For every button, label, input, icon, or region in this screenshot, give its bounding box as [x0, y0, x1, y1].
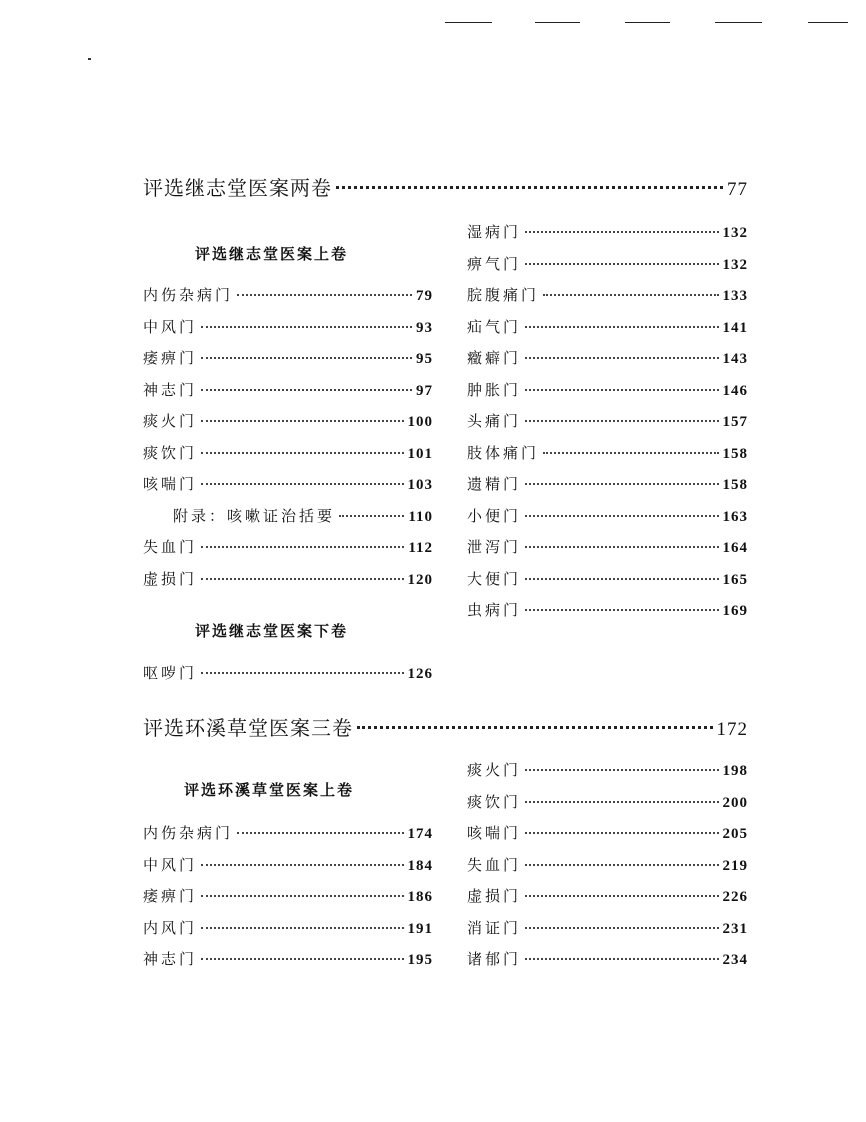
entry-title: 失血门 — [467, 855, 522, 874]
page-number: 169 — [722, 603, 748, 619]
entry-title: 内伤杂病门 — [143, 286, 234, 304]
page-number: 205 — [722, 826, 748, 842]
toc-entry — [467, 948, 748, 970]
header-rule — [535, 22, 580, 23]
leader-dots — [201, 578, 403, 580]
leader-dots — [237, 832, 403, 834]
toc-entry — [467, 822, 748, 844]
page-number: 164 — [722, 540, 748, 556]
page-number: 174 — [407, 826, 433, 842]
entry-title: 内风门 — [143, 918, 198, 937]
leader-dots — [201, 357, 412, 359]
toc-entry — [143, 948, 433, 970]
page-number: 234 — [722, 952, 748, 968]
entry-title: 小便门 — [467, 506, 522, 525]
leader-dots — [201, 958, 403, 960]
volume-subheading: 评选继志堂医案下卷 — [195, 622, 349, 640]
page-number: 198 — [722, 763, 748, 779]
toc-entry — [143, 822, 433, 844]
entry-title: 痿痹门 — [143, 349, 198, 367]
entry-title: 虚损门 — [467, 887, 522, 905]
header-rule — [625, 22, 670, 23]
entry-title: 虫病门 — [467, 601, 522, 619]
leader-dots — [237, 294, 412, 296]
leader-dots — [525, 609, 718, 611]
toc-entry — [467, 536, 748, 558]
toc-entry — [143, 347, 433, 369]
page-number: 146 — [722, 382, 748, 399]
toc-entry — [143, 662, 433, 684]
leader-dots — [201, 864, 403, 866]
page-number: 101 — [407, 445, 433, 462]
page-number: 112 — [408, 540, 433, 556]
leader-dots — [339, 515, 404, 517]
entry-title: 大便门 — [467, 569, 522, 588]
entry-title: 神志门 — [143, 380, 198, 399]
toc-entry — [467, 885, 748, 907]
page-number: 95 — [416, 351, 433, 367]
page-number: 143 — [722, 351, 748, 367]
page-number: 231 — [722, 920, 748, 937]
leader-dots — [543, 294, 718, 296]
section-title: 评选继志堂医案两卷 — [143, 176, 332, 200]
toc-entry — [467, 316, 748, 338]
page-number: 200 — [722, 794, 748, 811]
leader-dots — [336, 186, 723, 189]
toc-entry — [143, 316, 433, 338]
leader-dots — [525, 231, 718, 233]
scan-speck — [88, 58, 91, 60]
toc-entry — [467, 221, 748, 243]
entry-title: 疝气门 — [467, 317, 522, 336]
toc-entry — [173, 505, 433, 527]
leader-dots — [525, 515, 718, 517]
entry-title: 虚损门 — [143, 569, 198, 588]
toc-entry — [143, 379, 433, 401]
entry-title: 中风门 — [143, 317, 198, 336]
page-number: 100 — [407, 414, 433, 430]
leader-dots — [201, 452, 403, 454]
entry-title: 附录：咳嗽证治括要 — [173, 506, 336, 525]
toc-entry — [143, 410, 433, 432]
page-number: 93 — [416, 319, 433, 336]
page-number: 158 — [722, 445, 748, 462]
toc-entry — [467, 759, 748, 781]
toc-entry — [467, 379, 748, 401]
leader-dots — [525, 483, 718, 485]
leader-dots — [525, 546, 718, 548]
entry-title: 内伤杂病门 — [143, 824, 234, 842]
entry-title: 痰火门 — [143, 412, 198, 430]
page-number: 77 — [727, 179, 748, 200]
leader-dots — [525, 578, 718, 580]
toc-entry — [467, 284, 748, 306]
page-number: 165 — [722, 571, 748, 588]
toc-entry — [467, 599, 748, 621]
toc-entry — [467, 410, 748, 432]
page-number: 195 — [407, 952, 433, 968]
page-number: 219 — [722, 857, 748, 874]
entry-title: 脘腹痛门 — [467, 286, 540, 304]
entry-title: 泄泻门 — [467, 538, 522, 556]
page-number: 110 — [408, 508, 433, 525]
page-number: 158 — [722, 477, 748, 493]
toc-entry — [143, 536, 433, 558]
volume-subheading: 评选环溪草堂医案上卷 — [184, 781, 355, 799]
entry-title: 肿胀门 — [467, 380, 522, 399]
toc-entry — [467, 568, 748, 590]
page-number: 191 — [407, 920, 433, 937]
leader-dots — [525, 801, 718, 803]
page-number: 186 — [407, 889, 433, 905]
page-number: 133 — [722, 288, 748, 304]
leader-dots — [201, 420, 403, 422]
entry-title: 痿痹门 — [143, 887, 198, 905]
toc-entry — [467, 473, 748, 495]
entry-title: 肢体痛门 — [467, 443, 540, 462]
toc-entry — [467, 347, 748, 369]
entry-title: 呕哕门 — [143, 664, 198, 682]
entry-title: 痰饮门 — [467, 792, 522, 811]
page-number: 141 — [722, 319, 748, 336]
entry-title: 神志门 — [143, 950, 198, 968]
page-number: 126 — [407, 666, 433, 682]
page-number: 97 — [416, 382, 433, 399]
leader-dots — [201, 927, 403, 929]
section-heading — [143, 172, 748, 200]
toc-entry — [143, 442, 433, 464]
header-rule — [715, 22, 762, 23]
entry-title: 湿病门 — [467, 223, 522, 241]
page-number: 132 — [722, 225, 748, 241]
entry-title: 诸郁门 — [467, 950, 522, 968]
leader-dots — [201, 895, 403, 897]
leader-dots — [525, 895, 718, 897]
toc-entry — [467, 791, 748, 813]
entry-title: 遗精门 — [467, 475, 522, 493]
leader-dots — [525, 389, 718, 391]
entry-title: 头痛门 — [467, 412, 522, 430]
page-number: 172 — [716, 719, 748, 740]
leader-dots — [201, 672, 403, 674]
entry-title: 消证门 — [467, 918, 522, 937]
page-number: 120 — [407, 571, 433, 588]
section-heading — [143, 712, 748, 740]
page-number: 132 — [722, 256, 748, 273]
leader-dots — [525, 927, 718, 929]
page-number: 184 — [407, 857, 433, 874]
leader-dots — [525, 864, 718, 866]
page-number: 79 — [416, 288, 433, 304]
entry-title: 痰饮门 — [143, 443, 198, 462]
leader-dots — [525, 832, 718, 834]
leader-dots — [357, 726, 713, 729]
volume-subheading: 评选继志堂医案上卷 — [195, 245, 349, 263]
leader-dots — [525, 958, 718, 960]
toc-entry — [143, 885, 433, 907]
entry-title: 痹气门 — [467, 254, 522, 273]
page-number: 226 — [722, 889, 748, 905]
header-rule — [808, 22, 848, 23]
toc-entry — [143, 854, 433, 876]
leader-dots — [525, 769, 718, 771]
entry-title: 咳喘门 — [143, 475, 198, 493]
leader-dots — [525, 263, 718, 265]
toc-entry — [143, 284, 433, 306]
toc-entry — [467, 854, 748, 876]
toc-entry — [143, 917, 433, 939]
toc-entry — [143, 568, 433, 590]
entry-title: 中风门 — [143, 855, 198, 874]
entry-title: 咳喘门 — [467, 824, 522, 842]
entry-title: 失血门 — [143, 538, 198, 556]
leader-dots — [201, 326, 412, 328]
page-number: 103 — [407, 477, 433, 493]
section-title: 评选环溪草堂医案三卷 — [143, 716, 353, 740]
toc-entry — [467, 253, 748, 275]
leader-dots — [201, 546, 404, 548]
leader-dots — [201, 483, 403, 485]
leader-dots — [525, 420, 718, 422]
page-number: 163 — [722, 508, 748, 525]
leader-dots — [525, 326, 718, 328]
toc-entry — [467, 442, 748, 464]
entry-title: 痰火门 — [467, 761, 522, 779]
entry-title: 癥癖门 — [467, 349, 522, 367]
leader-dots — [525, 357, 718, 359]
page-number: 157 — [722, 414, 748, 430]
leader-dots — [201, 389, 412, 391]
leader-dots — [543, 452, 718, 454]
toc-entry — [143, 473, 433, 495]
header-rule — [445, 22, 492, 23]
toc-entry — [467, 505, 748, 527]
toc-entry — [467, 917, 748, 939]
